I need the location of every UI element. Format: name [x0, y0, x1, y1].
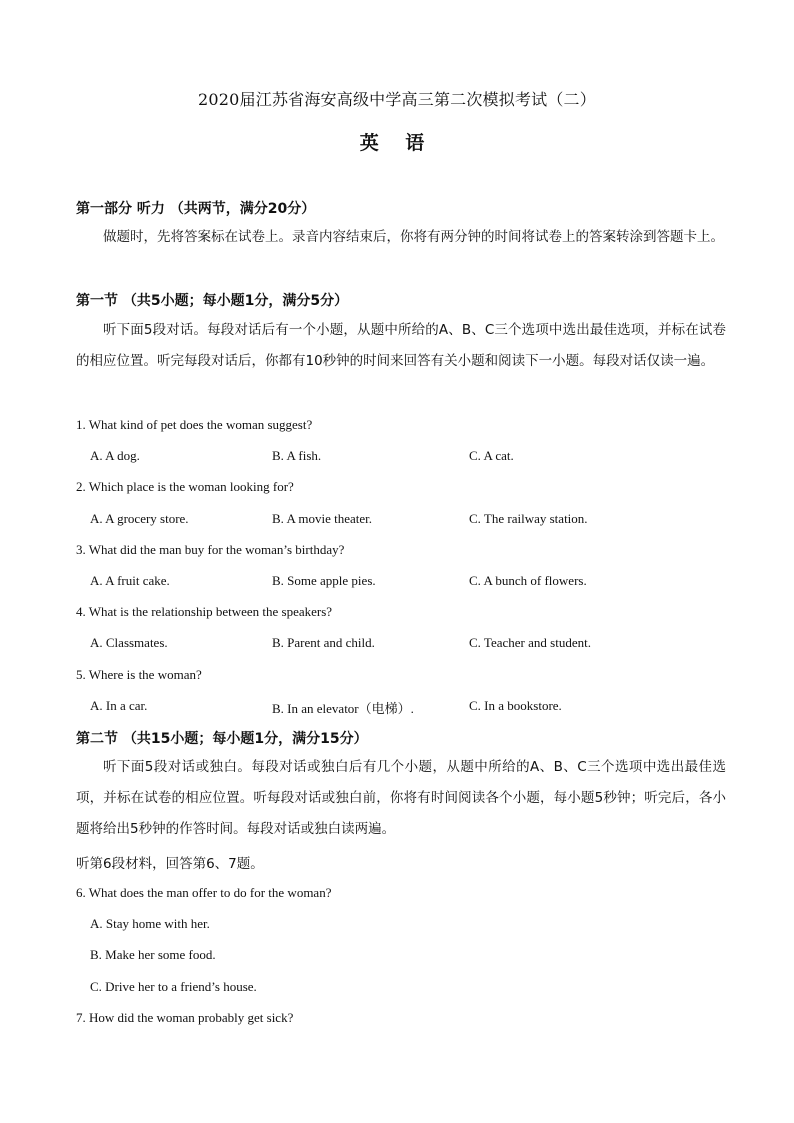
q6-option-a: A. Stay home with her. — [90, 916, 210, 931]
q3-option-a: A. A fruit cake. — [90, 573, 170, 588]
q3-option-b: B. Some apple pies. — [272, 573, 376, 588]
question-7: 7. How did the woman probably get sick? — [76, 1010, 294, 1025]
question-5: 5. Where is the woman? — [76, 667, 202, 682]
q2-option-b: B. A movie theater. — [272, 511, 373, 526]
section1-heading: 第一节 （共5小题；每小题1分，满分5分） — [76, 293, 349, 309]
q4-option-b: B. Parent and child. — [272, 635, 375, 650]
section2-instructions: 听下面5段对话或独白。每段对话或独白后有几个小题，从题中所给的A、B、C三个选项中选出最佳选项，并标在试卷的相应位置。听每段对话或独白前，你将有时间阅读各个小题，每小题5秒钟；听完后，各小题将给出5秒钟的作答时间。每段对话或独白读两遍。 — [76, 759, 726, 837]
q5-option-b: B. In an elevator（电梯）. — [272, 701, 414, 716]
question-2: 2. Which place is the woman looking for? — [76, 479, 294, 494]
q6-option-c: C. Drive her to a friend’s house. — [90, 979, 257, 994]
part1-heading: 第一部分 听力 （共两节，满分20分） — [76, 201, 316, 217]
q4-option-a: A. Classmates. — [90, 635, 168, 650]
q5-option-a: A. In a car. — [90, 698, 148, 713]
question-4: 4. What is the relationship between the speakers? — [76, 604, 333, 619]
section1-instructions: 听下面5段对话。每段对话后有一个小题，从题中所给的A、B、C三个选项中选出最佳选项，并标在试卷的相应位置。听完每段对话后，你都有10秒钟的时间来回答有关小题和阅读下一小题。每段对话仅读一遍。 — [76, 322, 726, 369]
q4-option-c: C. Teacher and student. — [469, 635, 591, 650]
part1-intro: 做题时，先将答案标在试卷上。录音内容结束后，你将有两分钟的时间将试卷上的答案转涂到答题卡上。 — [103, 229, 724, 245]
q2-option-c: C. The railway station. — [469, 511, 588, 526]
question-1: 1. What kind of pet does the woman suggest? — [76, 417, 313, 432]
section2-heading: 第二节 （共15小题；每小题1分，满分15分） — [76, 731, 368, 747]
q5-option-c: C. In a bookstore. — [469, 698, 562, 713]
q1-option-c: C. A cat. — [469, 448, 514, 463]
q3-option-c: C. A bunch of flowers. — [469, 573, 587, 588]
q2-option-a: A. A grocery store. — [90, 511, 189, 526]
material-note: 听第6段材料，回答第6、7题。 — [76, 856, 264, 872]
question-3: 3. What did the man buy for the woman’s birthday? — [76, 542, 345, 557]
exam-title: 2020届江苏省海安高级中学高三第二次模拟考试（二） — [198, 90, 596, 109]
q1-option-b: B. A fish. — [272, 448, 322, 463]
question-6: 6. What does the man offer to do for the woman? — [76, 885, 332, 900]
subject-title: 英 语 — [359, 132, 435, 154]
q6-option-b: B. Make her some food. — [90, 947, 216, 962]
q1-option-a: A. A dog. — [90, 448, 140, 463]
